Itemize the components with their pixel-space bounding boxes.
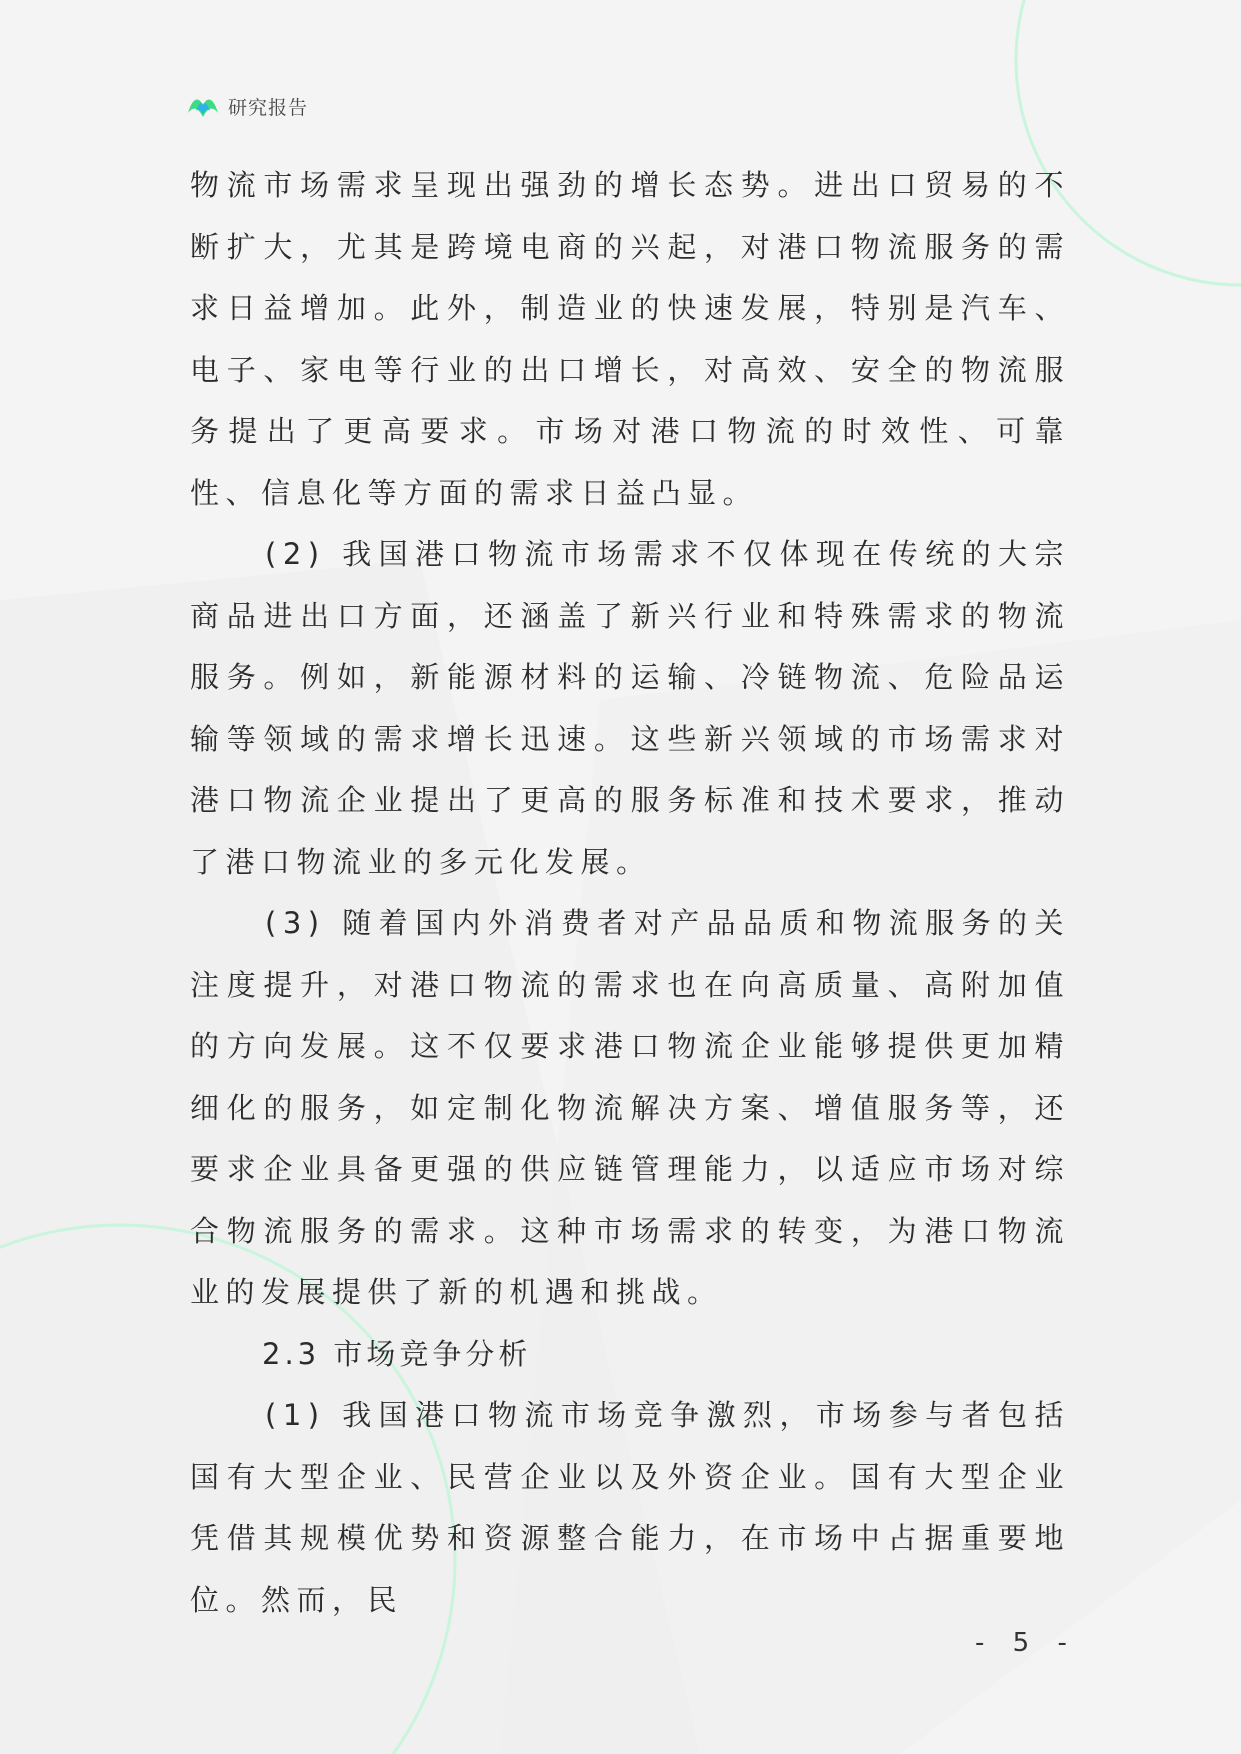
paragraph-4: (1) 我国港口物流市场竞争激烈，市场参与者包括国有大型企业、民营企业以及外资企业。国有大型企业凭借其规模优势和资源整合能力，在市场中占据重要地位。然而，民 (190, 1398, 1070, 1617)
paragraph-2: (2) 我国港口物流市场需求不仅体现在传统的大宗商品进出口方面，还涵盖了新兴行业和特殊需求的物流服务。例如，新能源材料的运输、冷链物流、危险品运输等领域的需求增长迅速。这些新兴领域的市场需求对港口物流企业提出了更高的服务标准和技术要求，推动了港口物流业的多元化发展。 (190, 537, 1070, 879)
page-number: - 5 - (975, 1628, 1077, 1658)
page-header (186, 88, 308, 124)
paragraph-3: (3) 随着国内外消费者对产品品质和物流服务的关注度提升，对港口物流的需求也在向高质量、高附加值的方向发展。这不仅要求港口物流企业能够提供更加精细化的服务，如定制化物流解决方案、增值服务等，还要求企业具备更强的供应链管理能力，以适应市场对综合物流服务的需求。这种市场需求的转变，为港口物流业的发展提供了新的机遇和挑战。 (190, 906, 1070, 1309)
section-heading: 2.3 市场竞争分析 (262, 1336, 532, 1371)
company-logo-icon (186, 91, 220, 121)
document-body (190, 155, 1070, 1631)
header-title: 研究报告 (228, 96, 309, 119)
paragraph-1: 物流市场需求呈现出强劲的增长态势。进出口贸易的不断扩大，尤其是跨境电商的兴起，对港口物流服务的需求日益增加。此外，制造业的快速发展，特别是汽车、电子、家电等行业的出口增长，对高效、安全的物流服务提出了更高要求。市场对港口物流的时效性、可靠性、信息化等方面的需求日益凸显。 (190, 168, 1070, 510)
